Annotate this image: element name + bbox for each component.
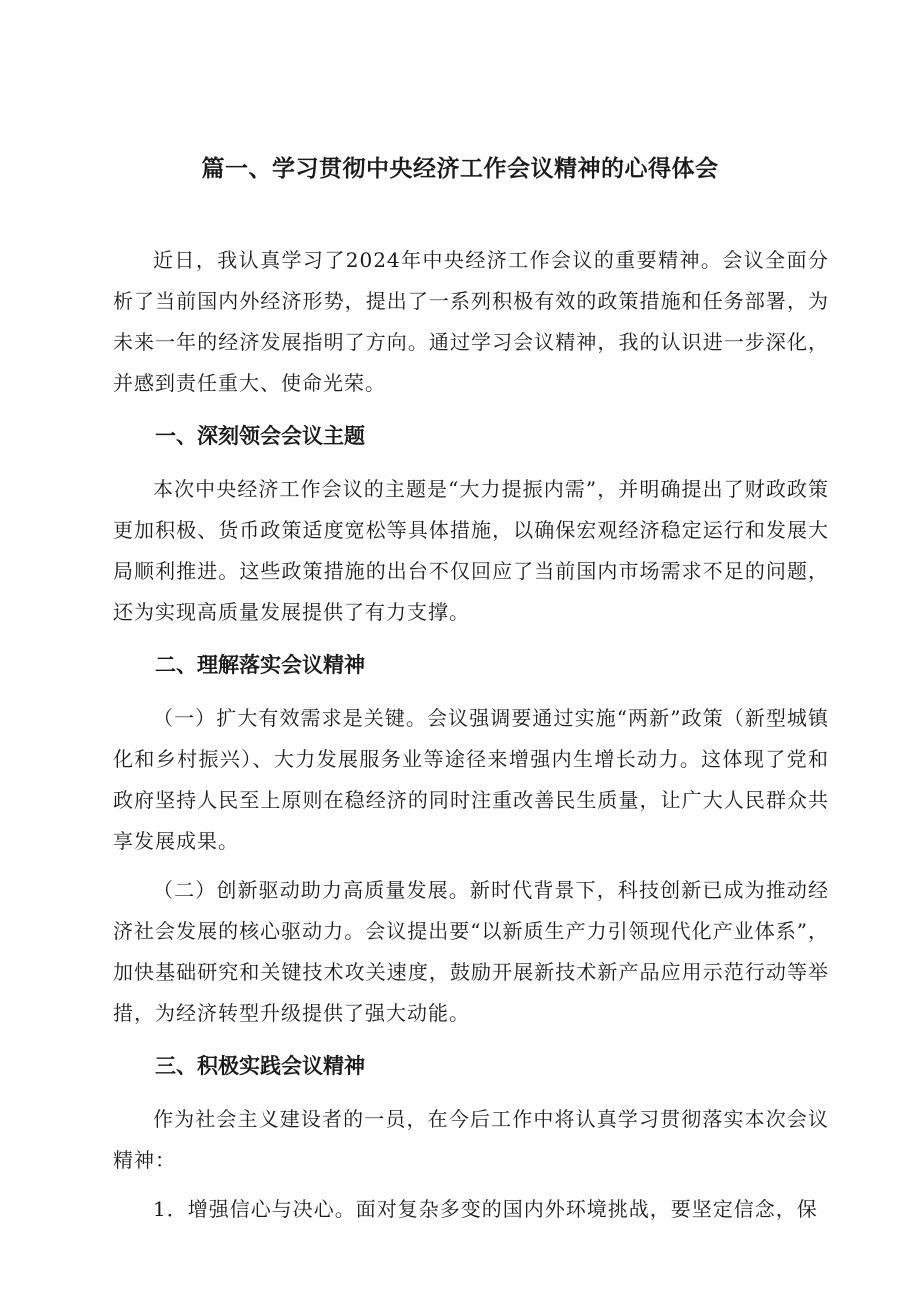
section-2-item-1: （一）扩大有效需求是关键。会议强调要通过实施“两新”政策（新型城镇化和乡村振兴）、大力发展服务业等途径来增强内生增长动力。这体现了党和政府坚持人民至上原则在稳经济的同时注重改善民生质量，让广大人民群众共享发展成果。 — [113, 706, 829, 853]
section-heading-3: 三、积极实践会议精神 — [155, 1054, 365, 1078]
section-heading-1: 一、深刻领会会议主题 — [155, 424, 365, 448]
section-1-paragraph: 本次中央经济工作会议的主题是“大力提振内需”，并明确提出了财政政策更加积极、货币政策适度宽松等具体措施，以确保宏观经济稳定运行和发展大局顺利推进。这些政策措施的出台不仅回应了当前国内市场需求不足的问题，还为实现高质量发展提供了有力支撑。 — [113, 477, 829, 624]
section-heading-2: 二、理解落实会议精神 — [155, 653, 365, 677]
section-3-item-1: 1．增强信心与决心。面对复杂多变的国内外环境挑战，要坚定信念，保 — [153, 1197, 818, 1221]
section-3-paragraph: 作为社会主义建设者的一员，在今后工作中将认真学习贯彻落实本次会议精神： — [113, 1107, 829, 1172]
document-title: 篇一、学习贯彻中央经济工作会议精神的心得体会 — [201, 156, 719, 182]
intro-paragraph: 近日，我认真学习了2024年中央经济工作会议的重要精神。会议全面分析了当前国内外经济形势，提出了一系列积极有效的政策措施和任务部署，为未来一年的经济发展指明了方向。通过学习会议精神，我的认识进一步深化，并感到责任重大、使命光荣。 — [113, 248, 829, 395]
section-2-item-2: （二）创新驱动助力高质量发展。新时代背景下，科技创新已成为推动经济社会发展的核心驱动力。会议提出要“以新质生产力引领现代化产业体系”，加快基础研究和关键技术攻关速度，鼓励开展新技术新产品应用示范行动等举措，为经济转型升级提供了强大动能。 — [113, 878, 829, 1025]
document-body — [113, 240, 829, 1230]
